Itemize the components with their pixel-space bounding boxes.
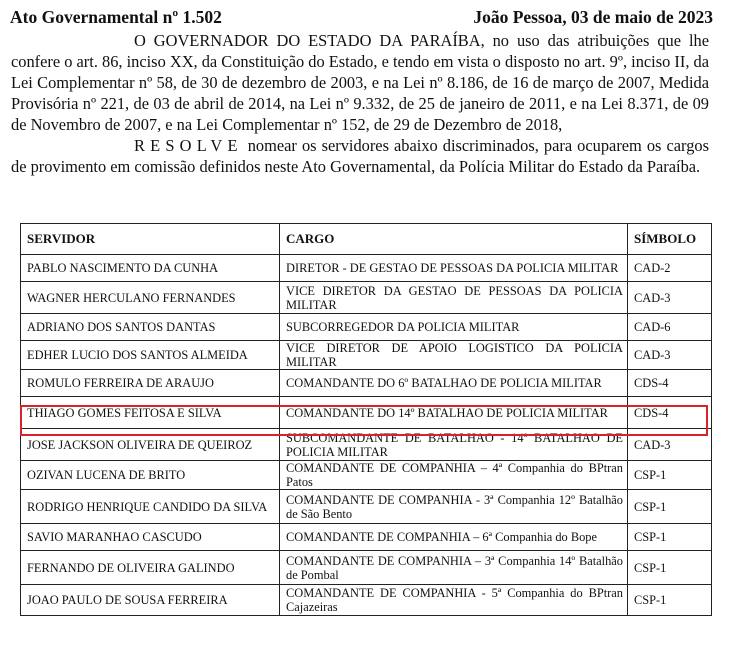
- cell-simbolo: CAD-6: [628, 314, 712, 341]
- paragraph-governor: O GOVERNADOR DO ESTADO DA PARAÍBA, no uso das atribuições que lhe confere o art. 86, inciso XX, da Constituição do Estado, e tendo em vista o disposto no art. 9º, inciso II, da Lei Complementar nº 58, de 30 de dezembro de 2003, e na Lei nº 8.186, de 16 de março de 2007, Medida Provisória nº 221, de 03 de abril de 2014, na Lei nº 9.332, de 25 de janeiro de 2011, e na Lei 8.371, de 09 de Novembro de 2007, e na Lei Complementar nº 152, de 29 de Dezembro de 2018,: [11, 31, 709, 134]
- cell-simbolo: CSP-1: [628, 461, 712, 490]
- cell-simbolo: CDS-4: [628, 397, 712, 429]
- cell-cargo: COMANDANTE DE COMPANHIA – 6ª Companhia do Bope: [280, 524, 628, 551]
- cell-cargo: COMANDANTE DO 6º BATALHAO DE POLICIA MILITAR: [280, 370, 628, 397]
- table-row: [21, 370, 712, 397]
- table-row: [21, 461, 712, 490]
- cell-simbolo: CAD-3: [628, 341, 712, 370]
- table-row: [21, 255, 712, 282]
- cell-servidor: RODRIGO HENRIQUE CANDIDO DA SILVA: [21, 490, 280, 524]
- cell-servidor: WAGNER HERCULANO FERNANDES: [21, 282, 280, 314]
- table-row: [21, 585, 712, 616]
- cell-cargo: SUBCORREGEDOR DA POLICIA MILITAR: [280, 314, 628, 341]
- cell-cargo: COMANDANTE DE COMPANHIA - 3ª Companhia 12º Batalhão de São Bento: [280, 490, 628, 524]
- cell-simbolo: CAD-3: [628, 429, 712, 461]
- cell-cargo: DIRETOR - DE GESTAO DE PESSOAS DA POLICIA MILITAR: [280, 255, 628, 282]
- table-row: [21, 397, 712, 429]
- paragraph-resolve: [11, 135, 709, 177]
- document-header: [10, 7, 713, 28]
- table-header-row: [21, 224, 712, 255]
- cell-cargo: SUBCOMANDANTE DE BATALHAO - 14º BATALHAO DE POLICIA MILITAR: [280, 429, 628, 461]
- cell-simbolo: CAD-2: [628, 255, 712, 282]
- appointments-table: [20, 223, 712, 616]
- act-number: Ato Governamental nº 1.502: [10, 7, 222, 27]
- cell-simbolo: CSP-1: [628, 551, 712, 585]
- body-text: [11, 30, 709, 177]
- cell-simbolo: CSP-1: [628, 490, 712, 524]
- cell-servidor: THIAGO GOMES FEITOSA E SILVA: [21, 397, 280, 429]
- table-row: [21, 429, 712, 461]
- header-cargo: CARGO: [280, 224, 628, 255]
- cell-simbolo: CSP-1: [628, 585, 712, 616]
- cell-servidor: OZIVAN LUCENA DE BRITO: [21, 461, 280, 490]
- cell-servidor: ROMULO FERREIRA DE ARAUJO: [21, 370, 280, 397]
- header-servidor: SERVIDOR: [21, 224, 280, 255]
- cell-servidor: FERNANDO DE OLIVEIRA GALINDO: [21, 551, 280, 585]
- place-date: João Pessoa, 03 de maio de 2023: [473, 7, 713, 27]
- cell-servidor: JOSE JACKSON OLIVEIRA DE QUEIROZ: [21, 429, 280, 461]
- cell-cargo: VICE DIRETOR DA GESTAO DE PESSOAS DA POLICIA MILITAR: [280, 282, 628, 314]
- cell-servidor: JOAO PAULO DE SOUSA FERREIRA: [21, 585, 280, 616]
- cell-simbolo: CSP-1: [628, 524, 712, 551]
- cell-servidor: SAVIO MARANHAO CASCUDO: [21, 524, 280, 551]
- table-row: [21, 282, 712, 314]
- cell-cargo: COMANDANTE DE COMPANHIA – 3ª Companhia 14º Batalhão de Pombal: [280, 551, 628, 585]
- resolve-word: RESOLVE: [134, 136, 243, 155]
- header-simbolo: SÍMBOLO: [628, 224, 712, 255]
- resolve-text: nomear os servidores abaixo discriminados, para ocuparem os cargos de provimento em comissão definidos neste Ato Governamental, da Polícia Militar do Estado da Paraíba.: [11, 136, 709, 176]
- cell-servidor: EDHER LUCIO DOS SANTOS ALMEIDA: [21, 341, 280, 370]
- cell-cargo: COMANDANTE DO 14º BATALHAO DE POLICIA MILITAR: [280, 397, 628, 429]
- cell-cargo: COMANDANTE DE COMPANHIA - 5ª Companhia do BPtran Cajazeiras: [280, 585, 628, 616]
- cell-cargo: VICE DIRETOR DE APOIO LOGISTICO DA POLICIA MILITAR: [280, 341, 628, 370]
- cell-cargo: COMANDANTE DE COMPANHIA – 4ª Companhia do BPtran Patos: [280, 461, 628, 490]
- table-row: [21, 524, 712, 551]
- table-row: [21, 341, 712, 370]
- cell-simbolo: CAD-3: [628, 282, 712, 314]
- cell-servidor: ADRIANO DOS SANTOS DANTAS: [21, 314, 280, 341]
- table-row: [21, 551, 712, 585]
- table-row: [21, 490, 712, 524]
- cell-simbolo: CDS-4: [628, 370, 712, 397]
- cell-servidor: PABLO NASCIMENTO DA CUNHA: [21, 255, 280, 282]
- table-row: [21, 314, 712, 341]
